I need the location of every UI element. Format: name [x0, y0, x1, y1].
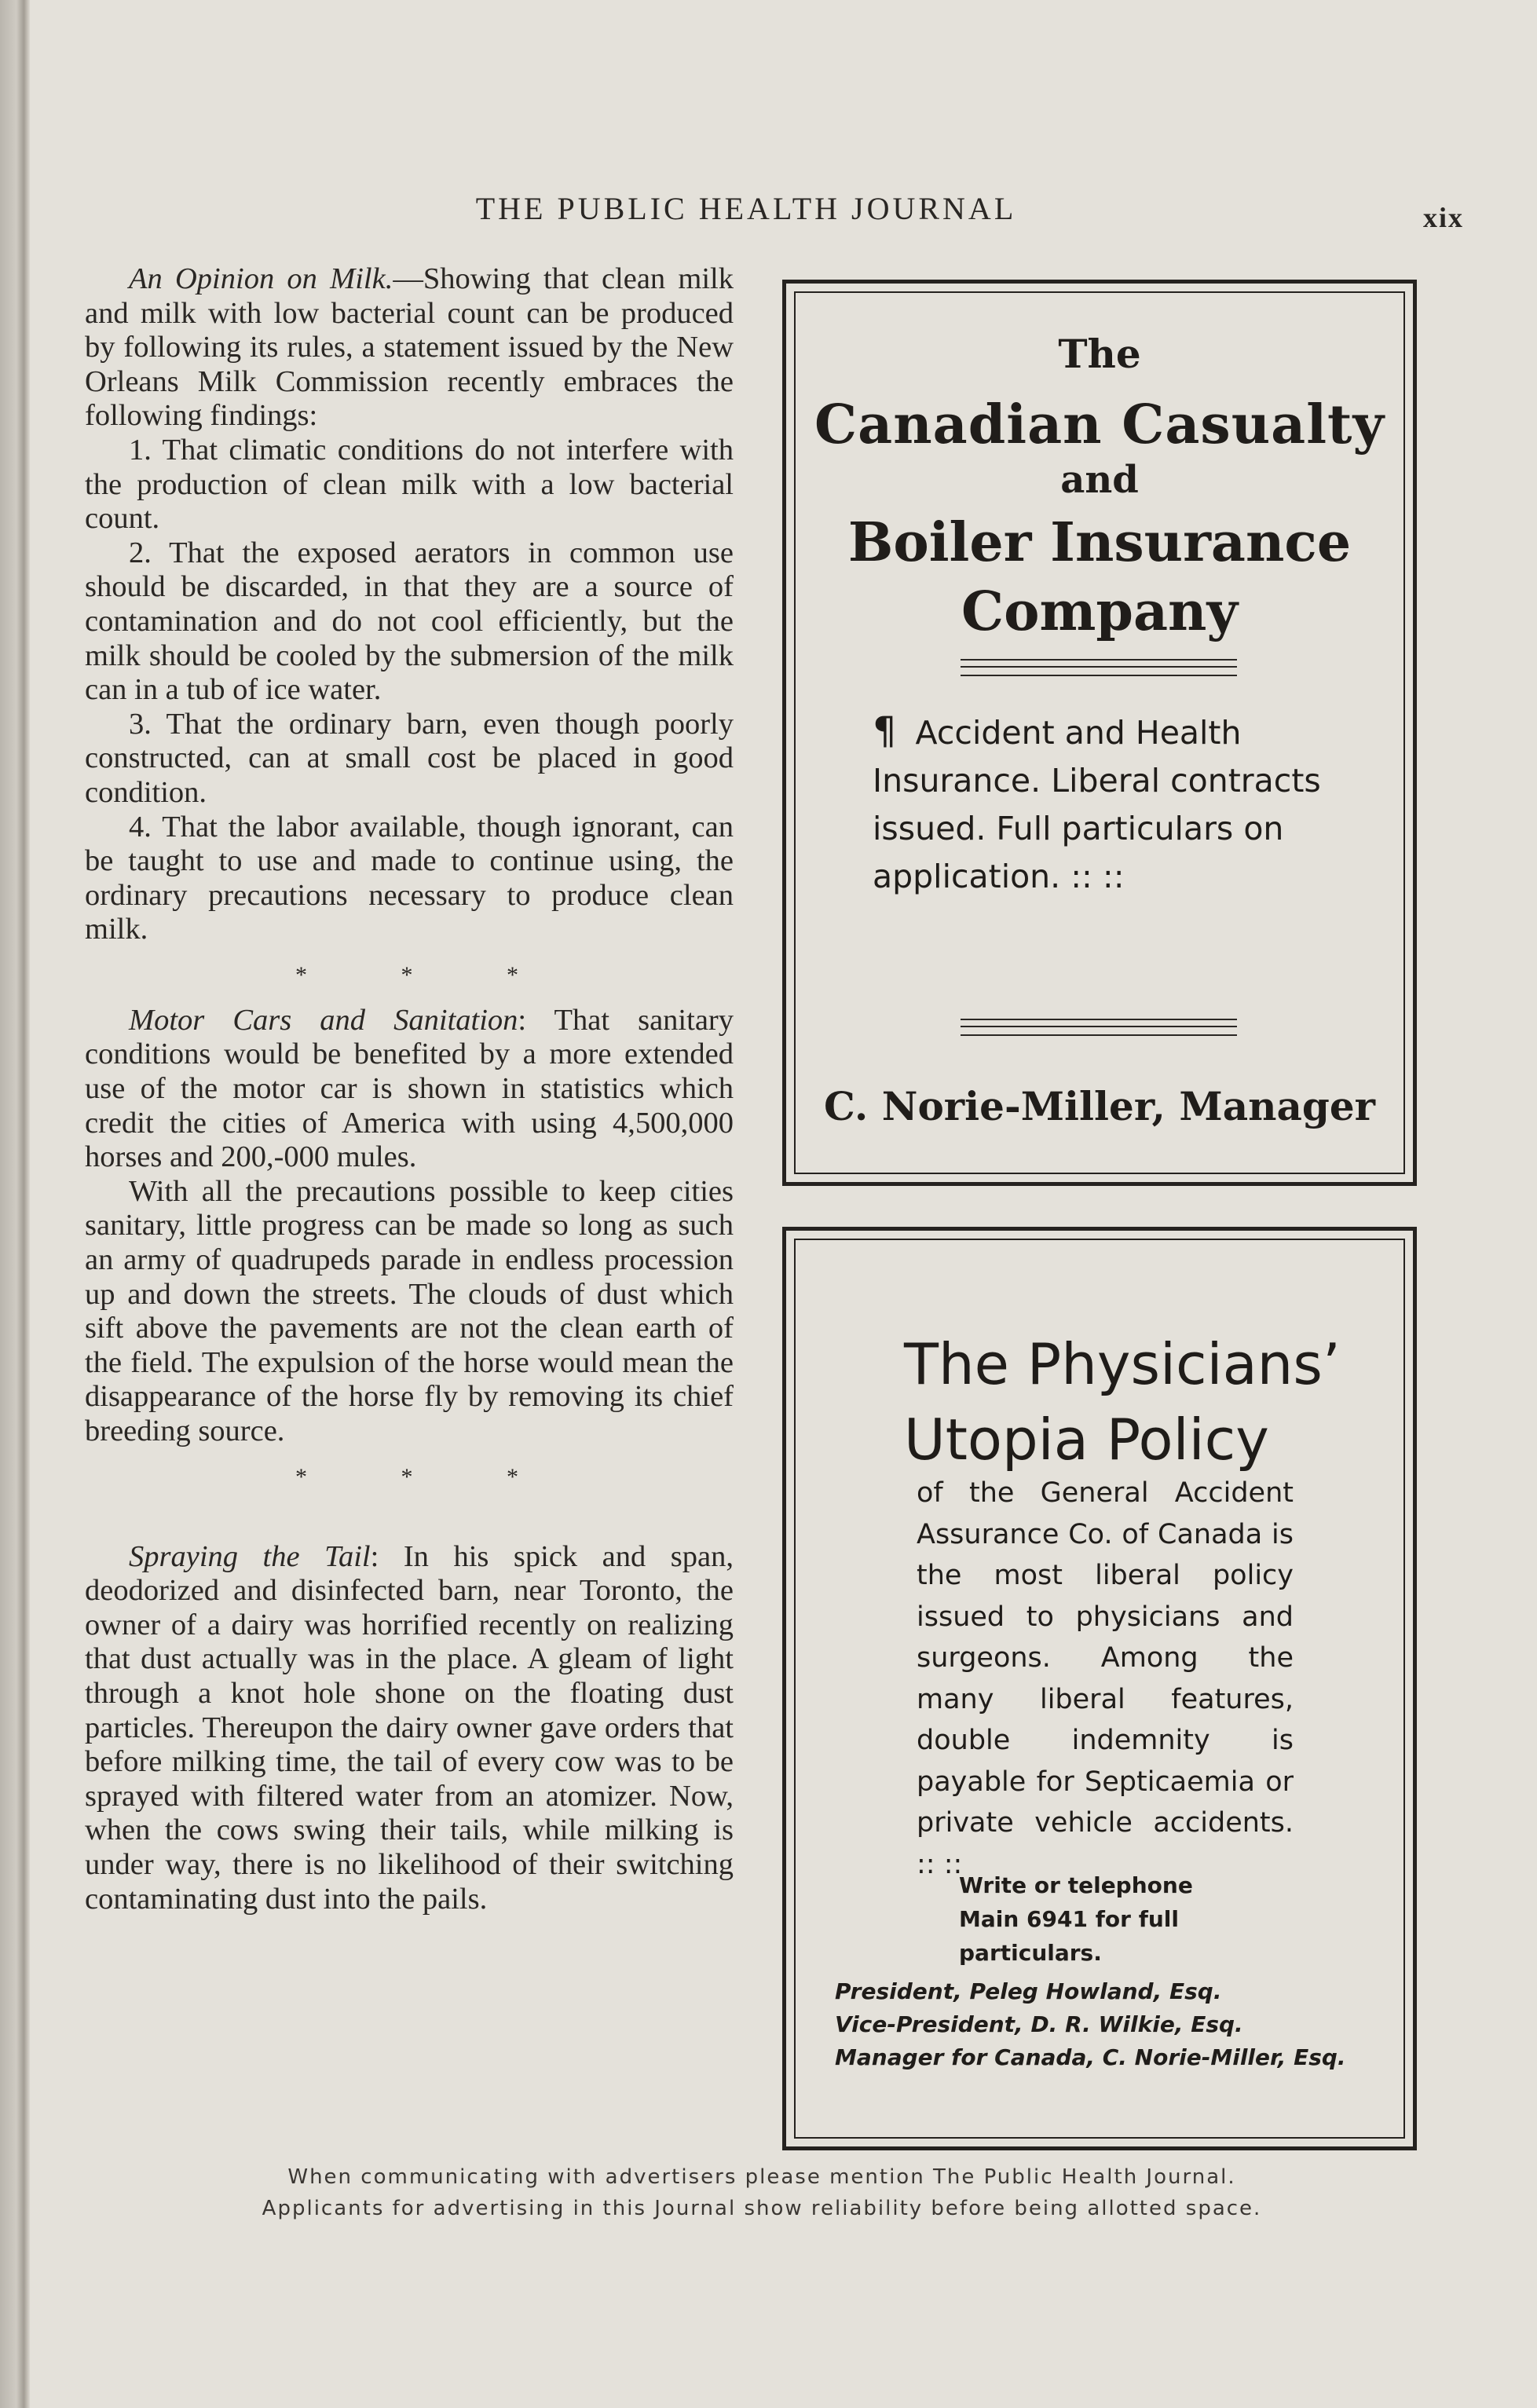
ad-body: of the General Accident Assurance Co. of Canada is the most liberal policy issued to physicians and surgeons. Among the many liberal features, double indemnity is payable for Septicaemia or private vehicle accidents. :: ::: [917, 1477, 1294, 1880]
left-column: [85, 262, 734, 1916]
ad-heading-company: Company: [961, 580, 1238, 643]
ad-heading-and: and: [1060, 458, 1139, 502]
officer-vice-president: Vice-President, D. R. Wilkie, Esq.: [835, 2011, 1243, 2037]
finding-2: 2. That the exposed aerators in common use should be discarded, in that they are a source of contamination and do not cool efficiently, but the milk should be cooled by the submersion of the milk can in a tub of ice water.: [85, 536, 734, 707]
officer-president: President, Peleg Howland, Esq.: [835, 1978, 1222, 2004]
page-gutter: [0, 0, 30, 2408]
ad-officers: [835, 1975, 1385, 2074]
advertisement-physicians-utopia: [782, 1227, 1417, 2150]
ad-contact: Write or telephone Main 6941 for full particulars.: [959, 1872, 1193, 1966]
running-head: THE PUBLIC HEALTH JOURNAL: [475, 191, 1017, 226]
article-spraying-the-tail: [85, 1540, 734, 1917]
article-title: An Opinion on Milk.: [129, 262, 393, 295]
advertisement-canadian-casualty: [782, 280, 1417, 1186]
article-lead: —Showing that clean milk and milk with low bacterial count can be produced by following its rules, a statement issued by the New Orleans Milk Commission recently embraces the following findings:: [85, 262, 734, 433]
article-paragraph: With all the precautions possible to keep cities sanitary, little progress can be made so long as such an army of quadrupeds parade in endless procession up and down the streets. The clouds of dust which sift above the pavements are not the clean earth of the field. The expulsion of the horse would mean the disappearance of the horse fly by removing its chief breeding source.: [85, 1174, 734, 1447]
footer-line-2: Applicants for advertising in this Journal show reliability before being allotted space.: [262, 2197, 1262, 2220]
article-paragraph: [85, 1540, 734, 1917]
article-lead: : That sanitary conditions would be benefited by a more extended use of the motor car is shown in statistics which credit the cities of America with using 4,500,000 horses and 200,-000 mules.: [85, 1003, 734, 1174]
finding-1: 1. That climatic conditions do not interfere with the production of clean milk with a low bacterial count.: [85, 433, 734, 536]
ad-heading-boiler-insurance: Boiler Insurance: [847, 511, 1352, 574]
ad-manager-signature: C. Norie-Miller, Manager: [824, 1083, 1375, 1129]
finding-4: 4. That the labor available, though ignorant, can be taught to use and made to continue using, the ordinary precautions necessary to produce clean milk.: [85, 810, 734, 946]
article-lead: : In his spick and span, deodorized and disinfected barn, near Toronto, the owner of a dairy was horrified recently on realizing that dust actually was in the place. A gleam of light through a knot hole shone on the floating dust particles. Thereupon the dairy owner gave orders that before milking time, the tail of every cow was to be sprayed with filtered water from an atomizer. Now, when the cows swing their tails, while milking is under way, there is no likelihood of their switching contaminating dust into the pails.: [85, 1539, 734, 1916]
article-motor-cars: [85, 1004, 734, 1449]
ad-title-line-1: The Physicians’: [904, 1331, 1341, 1397]
article-title: Spraying the Tail: [129, 1539, 371, 1573]
ad-heading-the: The: [1058, 331, 1141, 377]
section-separator: * * *: [295, 961, 562, 988]
ad-title-line-2: Utopia Policy: [904, 1407, 1269, 1473]
article-title: Motor Cars and Sanitation: [129, 1003, 518, 1037]
pilcrow-icon: ¶: [873, 709, 897, 753]
ornamental-rule: [961, 1019, 1237, 1036]
finding-3: 3. That the ordinary barn, even though poorly constructed, can at small cost be placed in good condition.: [85, 707, 734, 809]
ad-body-text: Accident and Health Insurance. Liberal contracts issued. Full particulars on application. :: ::: [873, 714, 1321, 895]
officer-manager: Manager for Canada, C. Norie-Miller, Esq.: [835, 2044, 1346, 2070]
article-opinion-on-milk: [85, 262, 734, 947]
ad-heading-canadian-casualty: Canadian Casualty: [814, 393, 1385, 456]
ornamental-rule: [961, 659, 1237, 676]
page-footer: [181, 2161, 1343, 2224]
page-number: xix: [1422, 202, 1464, 233]
ad-body: [873, 708, 1328, 901]
article-paragraph: [85, 262, 734, 434]
article-paragraph: [85, 1004, 734, 1175]
section-separator: * * *: [295, 1463, 562, 1490]
footer-line-1: When communicating with advertisers please mention The Public Health Journal.: [287, 2165, 1236, 2189]
